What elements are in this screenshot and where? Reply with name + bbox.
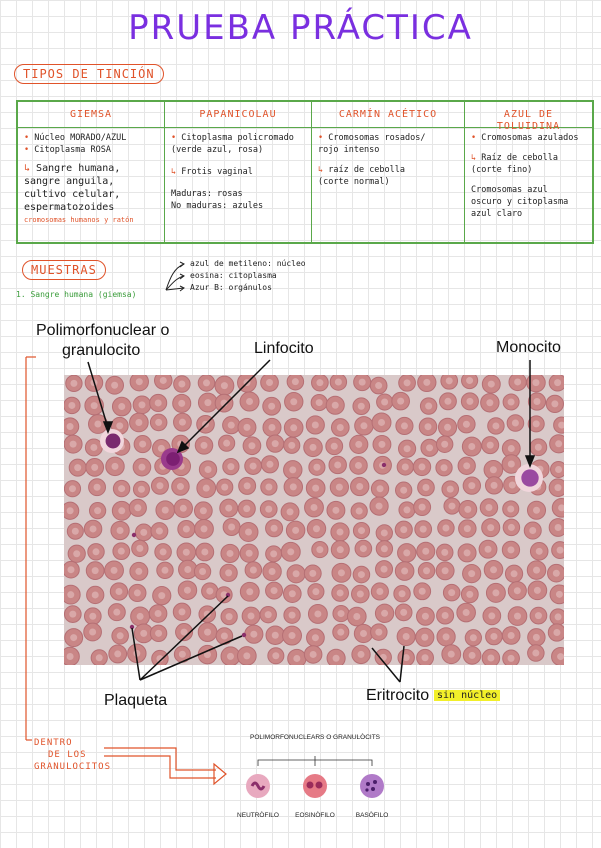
neutrophil-icon [246,774,270,798]
carmin-chromosomes: • Cromosomas rosados/ [318,132,458,144]
arrow-icon: ↳ [471,153,482,163]
label-neutrophil: NEUTRÒFILO [237,812,279,819]
toluidina-note-2: oscuro y citoplasma [471,197,569,207]
giemsa-sample-4: espermatozoides [24,202,115,213]
page-title: PRUEBA PRÁCTICA [128,8,473,48]
header-papanicolau: PAPANICOLAU [165,102,312,128]
label-polymorphonuclear-1: Polimorfonuclear o [36,322,170,339]
giemsa-sample-3: cultivo celular, [24,189,121,200]
highlight-no-nucleus: sin núcleo [434,690,500,701]
arrow-icon: ↳ [318,165,329,175]
granulocytes-title: POLIMORFONUCLEARS O GRANULÒCITS [249,734,381,741]
header-toluidina: AZUL DE TOLUIDINA [465,102,592,128]
giemsa-nucleus: • Núcleo MORADO/AZUL [24,132,158,144]
inside-granulocytes-note [34,737,111,773]
header-carmin: CARMÍN ACÉTICO [312,102,465,128]
carmin-color: rojo intenso [318,145,380,155]
papanicolau-sample: Frotis vaginal [181,167,253,177]
carmin-cut: (corte normal) [318,177,390,187]
label-polymorphonuclear-2: granulocito [62,342,141,359]
giemsa-note: cromosomas humanos y ratón [24,216,134,224]
giemsa-sample-2: sangre anguila, [24,176,115,187]
label-lymphocyte: Linfocito [254,340,314,357]
label-platelet: Plaqueta [104,692,168,709]
papanicolau-immature: No maduras: azules [171,201,264,211]
section-samples-heading: MUESTRAS [22,260,106,280]
label-erythrocyte: Eritrocito [366,687,430,704]
toluidina-chromosomes: • Cromosomas azulados [471,132,586,144]
toluidina-cut: (corte fino) [471,165,533,175]
stain-note-eosin: eosina: citoplasma [190,271,277,280]
carmin-sample: raíz de cebolla [328,165,406,175]
stain-note-azur: Azur B: orgánulos [190,283,272,292]
inside-line-3: GRANULOCITOS [34,762,112,772]
inside-line-1: DENTRO [34,738,73,748]
granulocytes-diagram [230,742,400,802]
header-giemsa: GIEMSA [18,102,165,128]
section-stains-heading: TIPOS DE TINCIÓN [14,64,164,84]
label-basophil: BASÒFILO [355,812,389,819]
inside-line-2: DE LOS [48,750,87,760]
giemsa-cytoplasm: • Citoplasma ROSA [24,144,158,156]
giemsa-sample-1: Sangre humana, [36,163,121,174]
stain-note-methylene: azul de metileno: núcleo [190,259,306,268]
label-eosinophil: EOSINÒFILO [295,812,335,819]
label-monocyte: Monocito [496,339,561,356]
toluidina-sample: Raíz de cebolla [481,153,559,163]
arrow-icon: ↳ [24,163,37,174]
toluidina-note-3: azul claro [471,209,523,219]
papanicolau-mature: Maduras: rosas [171,189,243,199]
arrow-icon: ↳ [171,167,182,177]
papanicolau-cytoplasm: • Citoplasma policromado [171,132,305,144]
papanicolau-colors: (verde azul, rosa) [171,145,264,155]
toluidina-note-1: Cromosomas azul [471,185,548,195]
basophil-icon [360,774,384,798]
sample-item-1: 1. Sangre humana (giemsa) [16,290,137,299]
eosinophil-icon [303,774,327,798]
